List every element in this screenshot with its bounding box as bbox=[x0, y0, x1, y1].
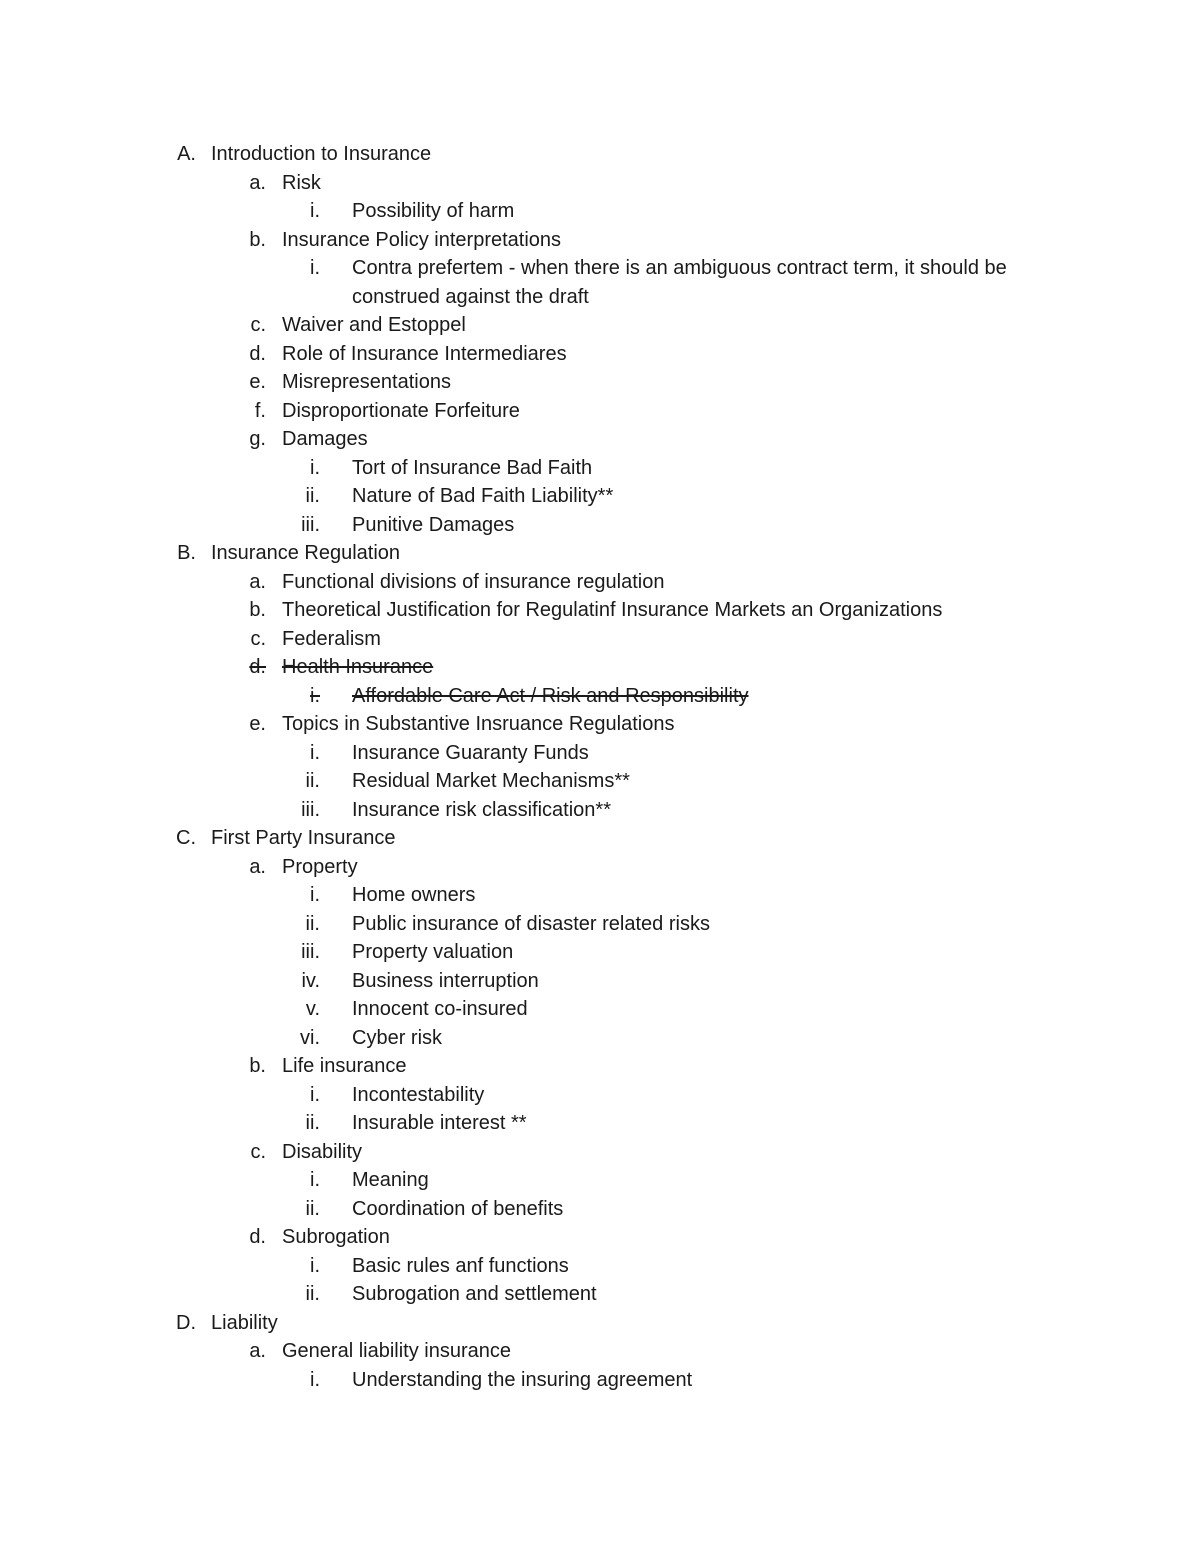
outline-item-text: Insurance risk classification** bbox=[352, 798, 611, 821]
outline-item-text: Introduction to Insurance bbox=[211, 143, 432, 165]
outline-item-text: Nature of Bad Faith Liability** bbox=[352, 485, 614, 507]
outline-item-level-2 bbox=[0, 1024, 1200, 1053]
outline-item-level-1 bbox=[0, 625, 1200, 654]
outline-item-text: Disproportionate Forfeiture bbox=[282, 399, 520, 422]
outline-item-level-1 bbox=[0, 1052, 1200, 1081]
outline-item-marker: a. bbox=[249, 1340, 266, 1362]
outline-item-text: Incontestability bbox=[352, 1083, 485, 1106]
outline-item-text: Affordable Care Act / Risk and Responsibility bbox=[352, 684, 749, 707]
outline-item-text: Basic rules anf functions bbox=[352, 1254, 569, 1277]
outline-item-text: Residual Market Mechanisms** bbox=[352, 770, 630, 792]
outline-item-text: Disability bbox=[282, 1140, 363, 1163]
outline-item-level-1 bbox=[0, 169, 1200, 198]
outline-item-level-1 bbox=[0, 596, 1200, 625]
outline-item-marker: iv. bbox=[301, 969, 320, 992]
outline-item-text: Coordination of benefits bbox=[352, 1197, 564, 1220]
outline-item-marker: iii. bbox=[301, 513, 320, 536]
outline-item-marker: ii. bbox=[305, 1197, 320, 1220]
outline-item-marker: g. bbox=[249, 428, 266, 450]
outline-item-marker: iii. bbox=[301, 798, 320, 821]
outline-item-text: Waiver and Estoppel bbox=[282, 314, 466, 336]
outline-item-text: Topics in Substantive Insruance Regulations bbox=[282, 713, 675, 735]
outline-item-marker: iii. bbox=[301, 941, 320, 963]
outline-item-level-2 bbox=[0, 254, 1200, 311]
outline-item-marker: C. bbox=[176, 827, 196, 849]
outline-item-text: Innocent co-insured bbox=[352, 998, 528, 1020]
outline-item-text: Home owners bbox=[352, 884, 476, 906]
outline-item-level-2 bbox=[0, 511, 1200, 540]
outline-item-text: Punitive Damages bbox=[352, 513, 515, 536]
outline-item-level-1 bbox=[0, 1138, 1200, 1167]
outline-item-text: Cyber risk bbox=[352, 1026, 443, 1049]
outline-item-marker: v. bbox=[305, 998, 320, 1020]
outline-item-marker: D. bbox=[176, 1311, 196, 1334]
outline-item-text: Life insurance bbox=[282, 1055, 407, 1077]
outline-item-level-2 bbox=[0, 881, 1200, 910]
outline-item-marker: b. bbox=[249, 1055, 266, 1077]
outline-item-text: Health Insurance bbox=[282, 656, 434, 678]
outline-item-text: Insurance Guaranty Funds bbox=[352, 741, 589, 764]
outline-item-text: Meaning bbox=[352, 1169, 429, 1191]
outline-item-level-0 bbox=[0, 824, 1200, 853]
outline-item-level-2 bbox=[0, 767, 1200, 796]
outline-item-marker: a. bbox=[249, 570, 266, 593]
outline-item-marker: i. bbox=[310, 684, 320, 707]
outline-item-level-1 bbox=[0, 368, 1200, 397]
outline-item-level-0 bbox=[0, 140, 1200, 169]
outline-item-marker: i. bbox=[310, 741, 320, 764]
outline-item-marker: i. bbox=[310, 1368, 320, 1391]
outline-item-marker: B. bbox=[177, 542, 196, 564]
outline-item-level-1 bbox=[0, 226, 1200, 255]
outline-item-level-0 bbox=[0, 539, 1200, 568]
outline-item-marker: c. bbox=[250, 314, 266, 336]
outline-item-marker: f. bbox=[254, 399, 266, 422]
outline-item-level-2 bbox=[0, 1166, 1200, 1195]
outline-item-text: Subrogation and settlement bbox=[352, 1283, 597, 1305]
outline-item-marker: i. bbox=[310, 1083, 320, 1106]
course-outline bbox=[0, 140, 1200, 1394]
outline-item-level-2 bbox=[0, 454, 1200, 483]
outline-item-level-2 bbox=[0, 482, 1200, 511]
outline-item-level-1 bbox=[0, 340, 1200, 369]
outline-item-text: Tort of Insurance Bad Faith bbox=[352, 456, 593, 479]
outline-item-level-2 bbox=[0, 682, 1200, 711]
outline-item-marker: i. bbox=[310, 884, 320, 906]
outline-item-marker: i. bbox=[310, 1254, 320, 1277]
outline-item-level-1 bbox=[0, 311, 1200, 340]
outline-item-level-1 bbox=[0, 1223, 1200, 1252]
outline-item-text: Insurance Regulation bbox=[211, 542, 401, 564]
outline-item-text: Insurable interest ** bbox=[352, 1112, 527, 1134]
outline-item-level-1 bbox=[0, 710, 1200, 739]
outline-item-text: Theoretical Justification for Regulatinf Insurance Markets an Organizations bbox=[282, 599, 943, 621]
outline-item-marker: e. bbox=[249, 371, 266, 393]
outline-item-marker: i. bbox=[310, 257, 320, 279]
outline-item-text: General liability insurance bbox=[282, 1340, 512, 1362]
outline-item-level-2 bbox=[0, 1252, 1200, 1281]
outline-item-marker: ii. bbox=[305, 1283, 320, 1305]
outline-item-marker: i. bbox=[310, 1169, 320, 1191]
outline-item-level-2 bbox=[0, 1366, 1200, 1395]
outline-item-level-2 bbox=[0, 1280, 1200, 1309]
outline-item-text: Public insurance of disaster related risks bbox=[352, 912, 710, 935]
outline-item-text: Functional divisions of insurance regulation bbox=[282, 570, 665, 593]
outline-item-level-2 bbox=[0, 995, 1200, 1024]
outline-item-level-2 bbox=[0, 910, 1200, 939]
outline-item-marker: ii. bbox=[305, 1112, 320, 1134]
outline-item-level-2 bbox=[0, 197, 1200, 226]
outline-item-text: Business interruption bbox=[352, 969, 539, 992]
outline-item-level-2 bbox=[0, 1081, 1200, 1110]
outline-item-text: Insurance Policy interpretations bbox=[282, 228, 562, 251]
outline-item-marker: i. bbox=[310, 456, 320, 479]
outline-item-marker: ii. bbox=[305, 485, 320, 507]
outline-item-level-1 bbox=[0, 397, 1200, 426]
outline-item-marker: A. bbox=[177, 143, 196, 165]
outline-item-marker: vi. bbox=[300, 1026, 320, 1049]
outline-item-text: Role of Insurance Intermediares bbox=[282, 342, 567, 365]
outline-item-text: Possibility of harm bbox=[352, 200, 515, 222]
outline-item-level-1 bbox=[0, 425, 1200, 454]
outline-item-text: Understanding the insuring agreement bbox=[352, 1368, 693, 1391]
outline-item-marker: a. bbox=[249, 855, 266, 878]
outline-item-text: First Party Insurance bbox=[211, 827, 396, 849]
outline-item-marker: i. bbox=[310, 200, 320, 222]
outline-item-level-2 bbox=[0, 796, 1200, 825]
outline-item-marker: a. bbox=[249, 171, 266, 194]
outline-item-text: Risk bbox=[282, 171, 321, 194]
outline-item-marker: d. bbox=[249, 1226, 266, 1248]
outline-item-marker: b. bbox=[249, 599, 266, 621]
outline-item-level-1 bbox=[0, 853, 1200, 882]
outline-item-marker: e. bbox=[249, 713, 266, 735]
outline-item-level-1 bbox=[0, 653, 1200, 682]
outline-item-level-2 bbox=[0, 967, 1200, 996]
outline-item-level-0 bbox=[0, 1309, 1200, 1338]
outline-item-level-1 bbox=[0, 1337, 1200, 1366]
outline-item-text: Property valuation bbox=[352, 941, 514, 963]
outline-item-marker: ii. bbox=[305, 770, 320, 792]
outline-item-text: Liability bbox=[211, 1311, 278, 1334]
outline-item-level-2 bbox=[0, 1109, 1200, 1138]
outline-item-level-2 bbox=[0, 739, 1200, 768]
outline-item-text: Property bbox=[282, 855, 358, 878]
outline-item-text: Subrogation bbox=[282, 1226, 390, 1248]
outline-item-level-2 bbox=[0, 1195, 1200, 1224]
outline-item-marker: ii. bbox=[305, 912, 320, 935]
outline-item-marker: c. bbox=[250, 1140, 266, 1163]
outline-item-marker: d. bbox=[249, 342, 266, 365]
outline-item-marker: b. bbox=[249, 228, 266, 251]
outline-item-level-1 bbox=[0, 568, 1200, 597]
outline-item-text: Damages bbox=[282, 428, 368, 450]
outline-item-text: Misrepresentations bbox=[282, 371, 451, 393]
outline-item-text: Federalism bbox=[282, 627, 381, 650]
outline-item-text: Contra prefertem - when there is an ambiguous contract term, it should be construed against the draft bbox=[352, 257, 1007, 308]
outline-item-marker: d. bbox=[249, 656, 266, 678]
outline-item-marker: c. bbox=[250, 627, 266, 650]
outline-item-level-2 bbox=[0, 938, 1200, 967]
